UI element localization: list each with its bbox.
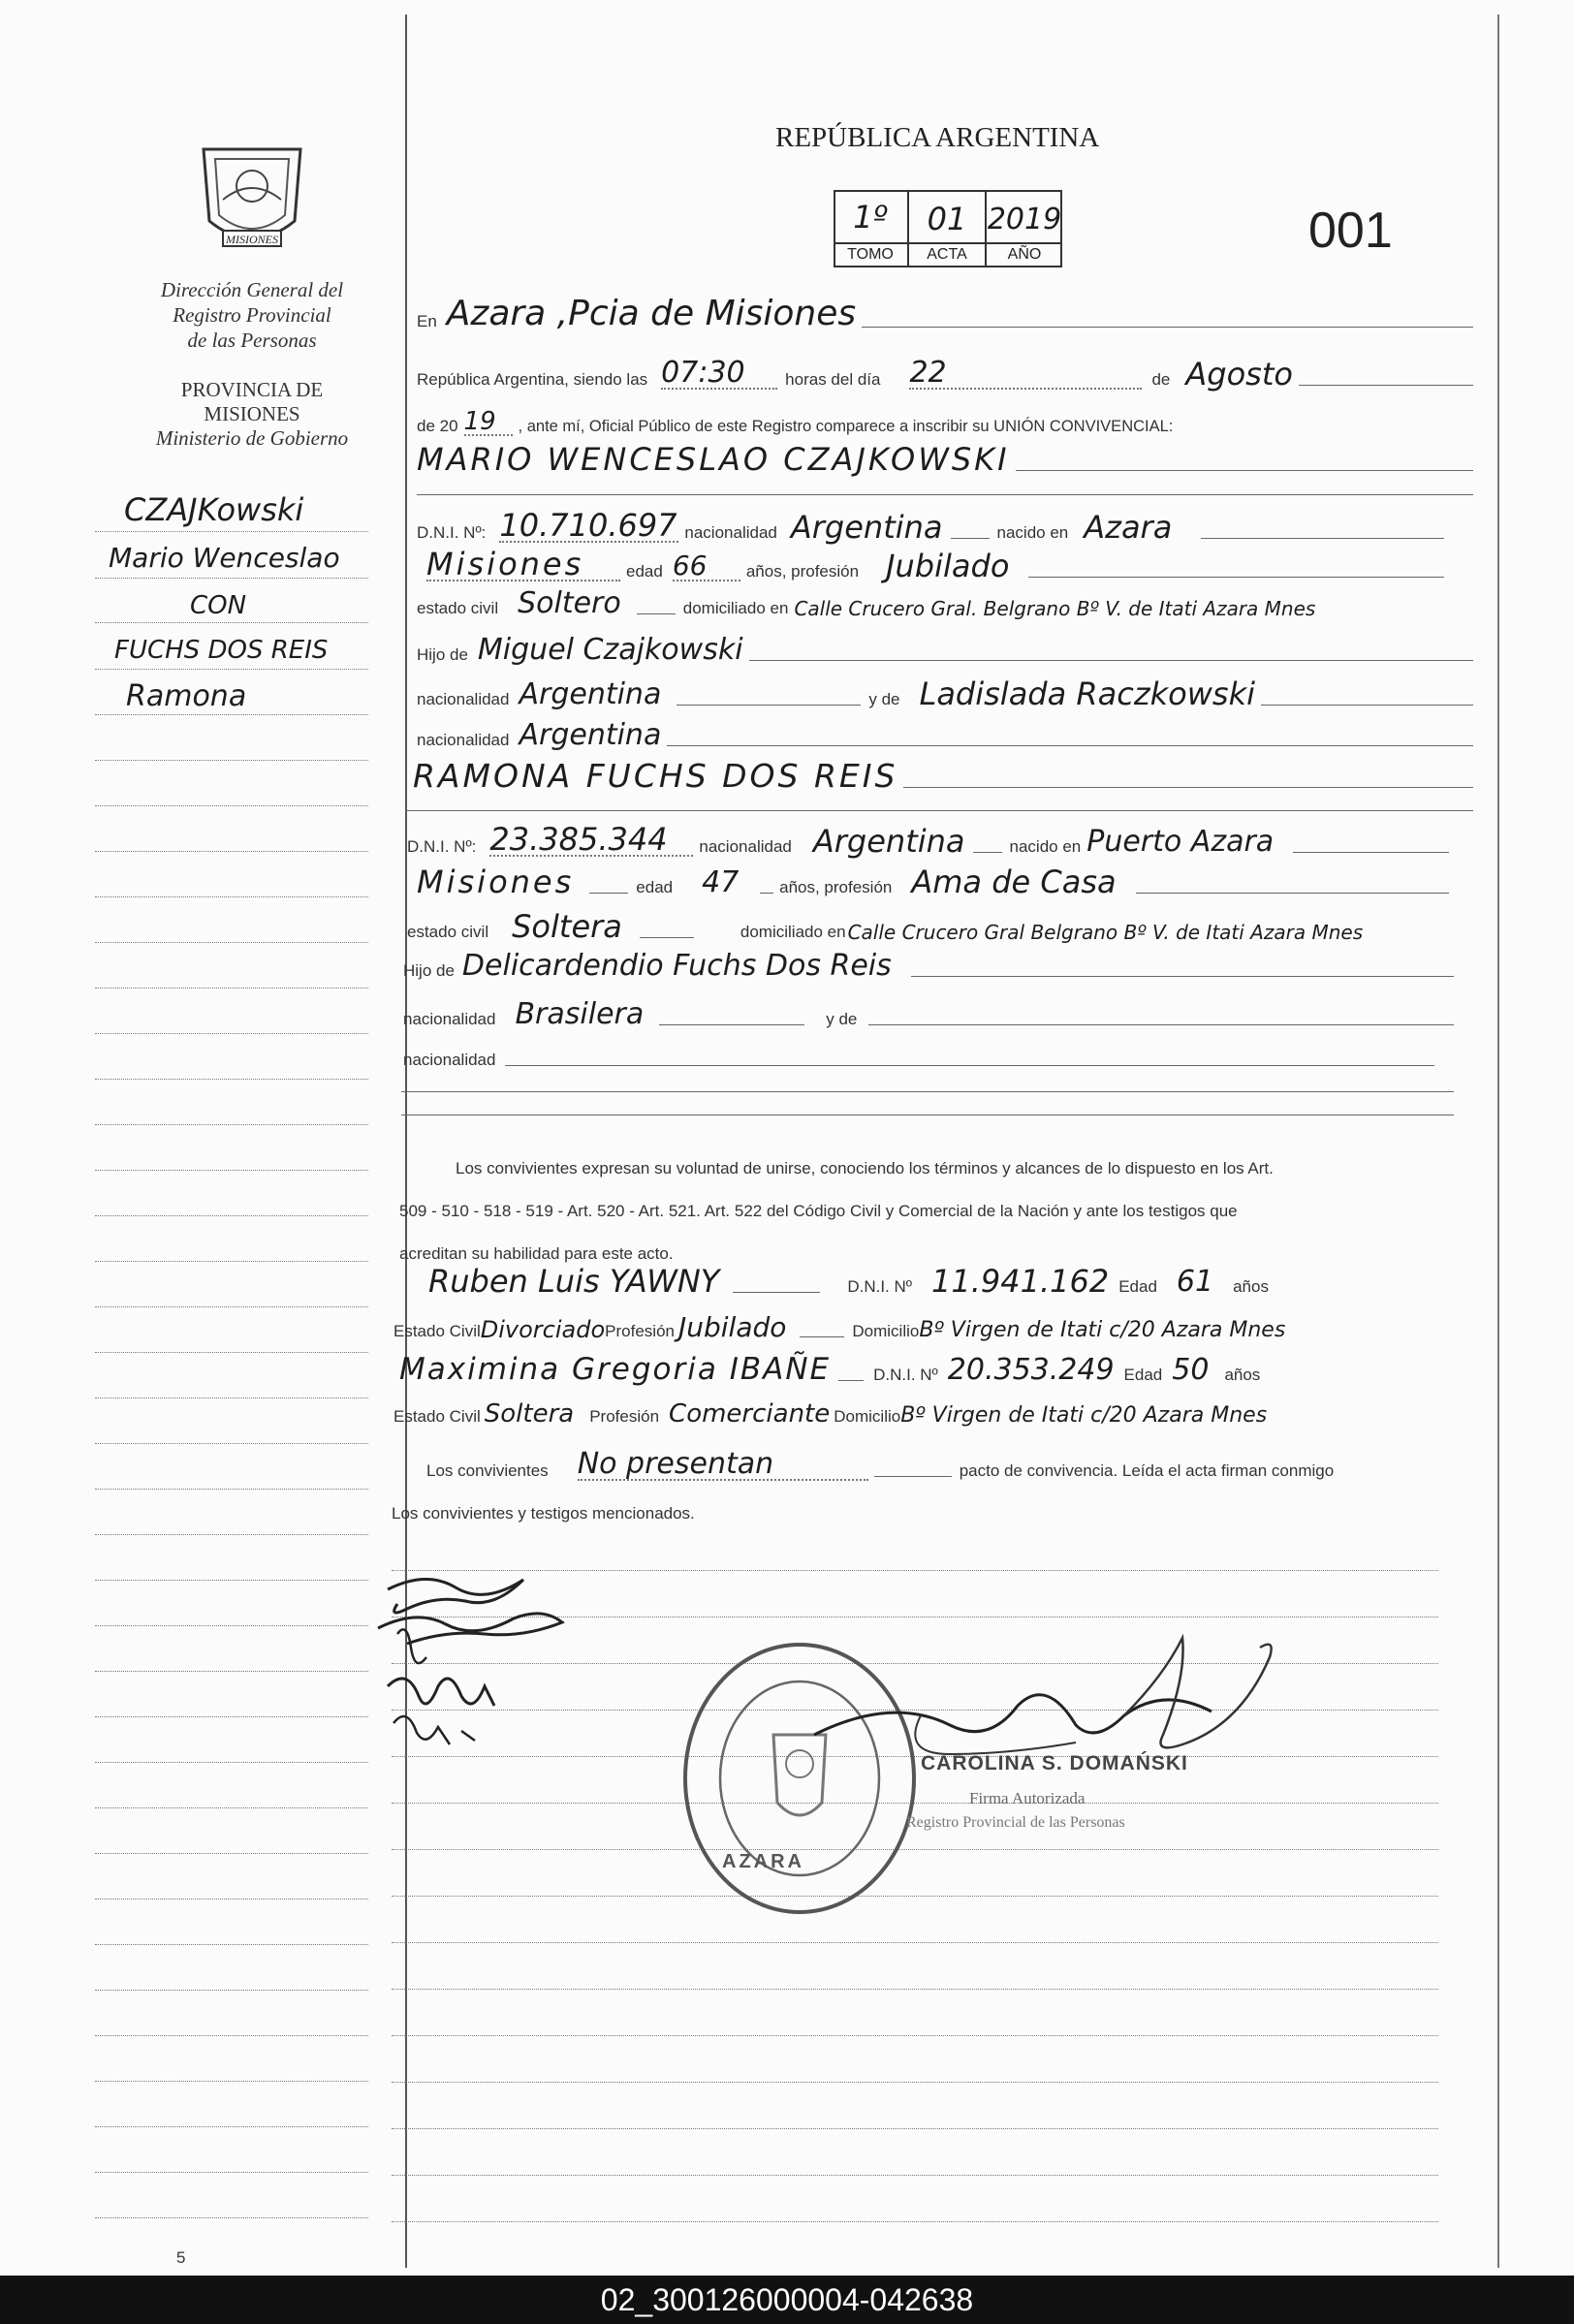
margin-note-given-names: Mario Wenceslao [109,542,340,574]
ministry-line: Ministerio de Gobierno [155,426,349,450]
margin-line [95,1534,368,1535]
label-republica: República Argentina, siendo las [417,370,648,389]
person1-address: Calle Crucero Gral. Belgrano Bº V. de Itati Azara Mnes [794,597,1316,620]
margin-line [95,1352,368,1353]
witness1-name: Ruben Luis YAWNY [428,1263,720,1300]
margin-line [95,896,368,897]
agency-line1: Dirección General del [160,278,344,301]
acta-value: 01 [927,201,967,237]
tomo-value: 1º [853,199,888,236]
label-de: de [1151,370,1171,389]
label-anos: años [1233,1277,1269,1296]
label-domicilio: Domicilio [852,1322,920,1340]
margin-line [95,1489,368,1490]
witness1-profession: Jubilado [677,1311,787,1343]
label-profesion-cap: Profesión [589,1407,660,1426]
person2-age: 47 [702,865,740,899]
label-los-convivientes: Los convivientes [426,1461,549,1480]
margin-note-con: CON [190,591,247,620]
margin-line [95,1033,368,1034]
official-office: Registro Provincial de las Personas [906,1814,1125,1831]
label-anos: años [1224,1366,1261,1384]
margin-line [95,1079,368,1080]
person1-father: Miguel Czajkowski [477,633,743,667]
witness2-age: 50 [1172,1353,1210,1387]
party-signatures [368,1551,620,1764]
tomo-label: TOMO [847,246,894,263]
witness2-dni: 20.353.249 [947,1353,1115,1387]
margin-line [95,1853,368,1854]
margin-line [95,2081,368,2082]
row-person2-name [413,757,1473,795]
official-name: CAROLINA S. DOMAŃSKI [921,1752,1188,1774]
stamp-center-text: AZARA [722,1851,804,1872]
label-anos-profesion: años, profesión [745,562,860,581]
blank-line [401,1091,1454,1092]
label-horas: horas del día [785,370,881,389]
margin-line [95,2217,368,2218]
margin-line [95,1306,368,1307]
row-place [417,294,1473,333]
row-witness1-details [394,1311,1450,1343]
label-edad-cap: Edad [1118,1277,1157,1296]
label-y-de: y de [868,690,900,708]
person1-mother: Ladislada Raczkowski [919,675,1255,712]
witness1-age: 61 [1176,1265,1214,1299]
agency-line3: de las Personas [187,329,317,352]
margin-line [95,1990,368,1991]
blank-line [417,494,1473,495]
margin-line [95,622,368,623]
label-hijo-de: Hijo de [403,961,455,980]
agency-block [107,277,397,353]
label-en: En [417,312,437,330]
label-hijo-de: Hijo de [417,645,468,664]
margin-divider-line [405,15,407,2268]
row-person1-age [417,546,1444,584]
blank-line [407,810,1473,811]
year-value: 19 [464,409,513,436]
label-y-de: y de [826,1010,858,1028]
signature-line [392,2035,1438,2036]
label-dni-short: D.N.I. Nº [873,1366,938,1384]
person2-name: RAMONA FUCHS DOS REIS [413,757,898,795]
signature-line [392,2175,1438,2176]
person1-profession: Jubilado [886,548,1010,584]
agency-line2: Registro Provincial [173,303,331,327]
label-nacionalidad: nacionalidad [403,1051,496,1069]
person2-birthplace: Puerto Azara [1086,825,1275,859]
label-nacido-en: nacido en [996,523,1069,542]
row-person2-father [403,949,1454,983]
statement-line1: Los convivientes expresan su voluntad de unirse, conociendo los términos y alcances de lo dispuesto en los Art. [456,1159,1274,1178]
person1-dni: 10.710.697 [499,507,677,544]
acta-label: ACTA [927,246,967,263]
statement-line3: acreditan su habilidad para este acto. [399,1244,674,1263]
person2-dni: 23.385.344 [489,824,693,857]
margin-line [95,988,368,989]
label-domiciliado-en: domiciliado en [740,923,846,941]
row-person2-parents-nat [403,997,1454,1031]
province-line2: MISIONES [204,402,300,425]
label-nacionalidad: nacionalidad [417,690,510,708]
margin-line [95,1124,368,1125]
margin-line [95,805,368,806]
row-year [417,409,1473,436]
label-domiciliado-en: domiciliado en [682,599,789,617]
margin-line [95,714,368,715]
label-de20: de 20 [417,417,458,435]
person2-civil-status: Soltera [512,908,622,945]
act-number: 001 [1308,203,1393,259]
margin-line [95,578,368,579]
province-block [107,378,397,451]
person1-birthplace: Azara [1084,509,1173,546]
label-pacto: pacto de convivencia. Leída el acta firman conmigo [959,1461,1335,1480]
margin-line [95,2172,368,2173]
person2-profession: Ama de Casa [911,864,1117,900]
time-value: 07:30 [661,359,777,390]
row-person1-name [417,441,1473,478]
label-nacionalidad: nacionalidad [417,731,510,749]
margin-line [95,1215,368,1216]
label-estado-civil-cap: Estado Civil [394,1322,481,1340]
row-person1-mother-nat [417,718,1473,752]
margin-line [95,1899,368,1900]
row-person2-mother-nat [403,1051,1434,1070]
person2-nationality: Argentina [812,823,965,860]
margin-line [95,1762,368,1763]
margin-line [95,760,368,761]
label-ante-mi: , ante mí, Oficial Público de este Registro comparece a inscribir su UNIÓN CONVIVENCIAL: [518,418,1174,435]
label-anos-profesion: años, profesión [779,878,893,896]
label-dni: D.N.I. Nº: [417,523,487,542]
witness2-profession: Comerciante [669,1399,831,1429]
margin-line [95,851,368,852]
province-line1: PROVINCIA DE [180,378,324,401]
row-person1-parents-nat [417,675,1473,712]
label-edad-cap: Edad [1123,1366,1163,1384]
label-nacido-en: nacido en [1009,837,1082,856]
row-witness2-details [394,1401,1450,1427]
official-title: Firma Autorizada [969,1789,1086,1807]
margin-line [95,1170,368,1171]
witness1-dni: 11.941.162 [930,1263,1110,1300]
person2-father: Delicardendio Fuchs Dos Reis [461,949,892,983]
row-person1-civil [417,586,1493,620]
margin-line [95,1261,368,1262]
signature-line [392,1942,1438,1943]
label-estado-civil: estado civil [417,599,499,617]
row-person1-dni [417,507,1444,546]
month-value: Agosto [1185,356,1293,393]
person1-name: MARIO WENCESLAO CZAJKOWSKI [417,441,1010,478]
person2-birthplace2: Misiones [417,864,575,900]
label-estado-civil: estado civil [407,923,489,941]
seal-label: MISIONES [226,233,278,246]
label-edad: edad [626,562,663,581]
witness2-name: Maximina Gregoria IBAÑE [399,1352,832,1387]
margin-note-surname: CZAJKowski [124,491,304,528]
row-person2-civil [407,908,1483,945]
signature-line [392,2128,1438,2129]
ano-value: 2019 [987,203,1062,236]
margin-line [95,2035,368,2036]
row-witness2-name [399,1352,1446,1387]
row-time-date [417,356,1473,393]
person1-nationality: Argentina [790,509,943,546]
margin-line [95,942,368,943]
label-nacionalidad: nacionalidad [699,837,792,856]
ano-label: AÑO [1007,246,1042,263]
label-edad: edad [636,878,674,896]
margin-line [95,1580,368,1581]
right-border-line [1497,15,1499,2268]
margin-line [95,531,368,532]
label-dni: D.N.I. Nº: [407,837,477,856]
pact-value: No presentan [578,1450,868,1481]
label-profesion-cap: Profesión [605,1322,675,1340]
page-number: 5 [176,2248,186,2267]
statement-line2: 509 - 510 - 518 - 519 - Art. 520 - Art. 521. Art. 522 del Código Civil y Comercial de la Nación y ante los testigos que [399,1202,1238,1220]
margin-line [95,2126,368,2127]
label-dni-short: D.N.I. Nº [847,1277,912,1296]
person1-birthplace2: Misiones [426,549,620,581]
margin-line [95,1443,368,1444]
person1-mother-nationality: Argentina [519,718,662,752]
margin-note-given-name2: Ramona [126,679,247,713]
day-value: 22 [909,359,1142,390]
row-person2-age [407,864,1449,900]
margin-line [95,1671,368,1672]
person2-father-nationality: Brasilera [515,997,645,1031]
row-pact [426,1447,1454,1481]
witness2-address: Bº Virgen de Itati c/20 Azara Mnes [900,1403,1268,1428]
margin-line [95,1716,368,1717]
label-domicilio: Domicilio [834,1407,901,1426]
margin-note-surname2: FUCHS DOS REIS [114,636,329,665]
witness1-address: Bº Virgen de Itati c/20 Azara Mnes [919,1318,1286,1342]
signature-line [392,2221,1438,2222]
margin-line [95,1625,368,1626]
person2-address: Calle Crucero Gral Belgrano Bº V. de Itati Azara Mnes [847,921,1364,944]
row-witness1-name [399,1263,1432,1300]
label-nacionalidad: nacionalidad [684,523,777,542]
register-box-divider [834,242,1062,244]
margin-line [95,669,368,670]
closing-line: Los convivientes y testigos mencionados. [392,1504,695,1523]
row-person1-father [417,633,1473,667]
label-nacionalidad: nacionalidad [403,1010,496,1028]
person1-father-nationality: Argentina [519,677,662,711]
place-value: Azara ,Pcia de Misiones [446,294,857,333]
witness2-civil-status: Soltera [484,1399,575,1429]
margin-line [95,1944,368,1945]
signature-line [392,1989,1438,1990]
person1-age: 66 [673,552,740,581]
label-estado-civil-cap: Estado Civil [394,1407,481,1426]
row-person2-dni [407,821,1449,860]
country-title: REPÚBLICA ARGENTINA [775,122,1100,153]
scan-id-footer: 02_300126000004-042638 [0,2276,1574,2324]
margin-line [95,1807,368,1808]
person1-civil-status: Soltero [518,586,621,620]
witness1-civil-status: Divorciado [480,1316,606,1343]
signature-line [392,2082,1438,2083]
